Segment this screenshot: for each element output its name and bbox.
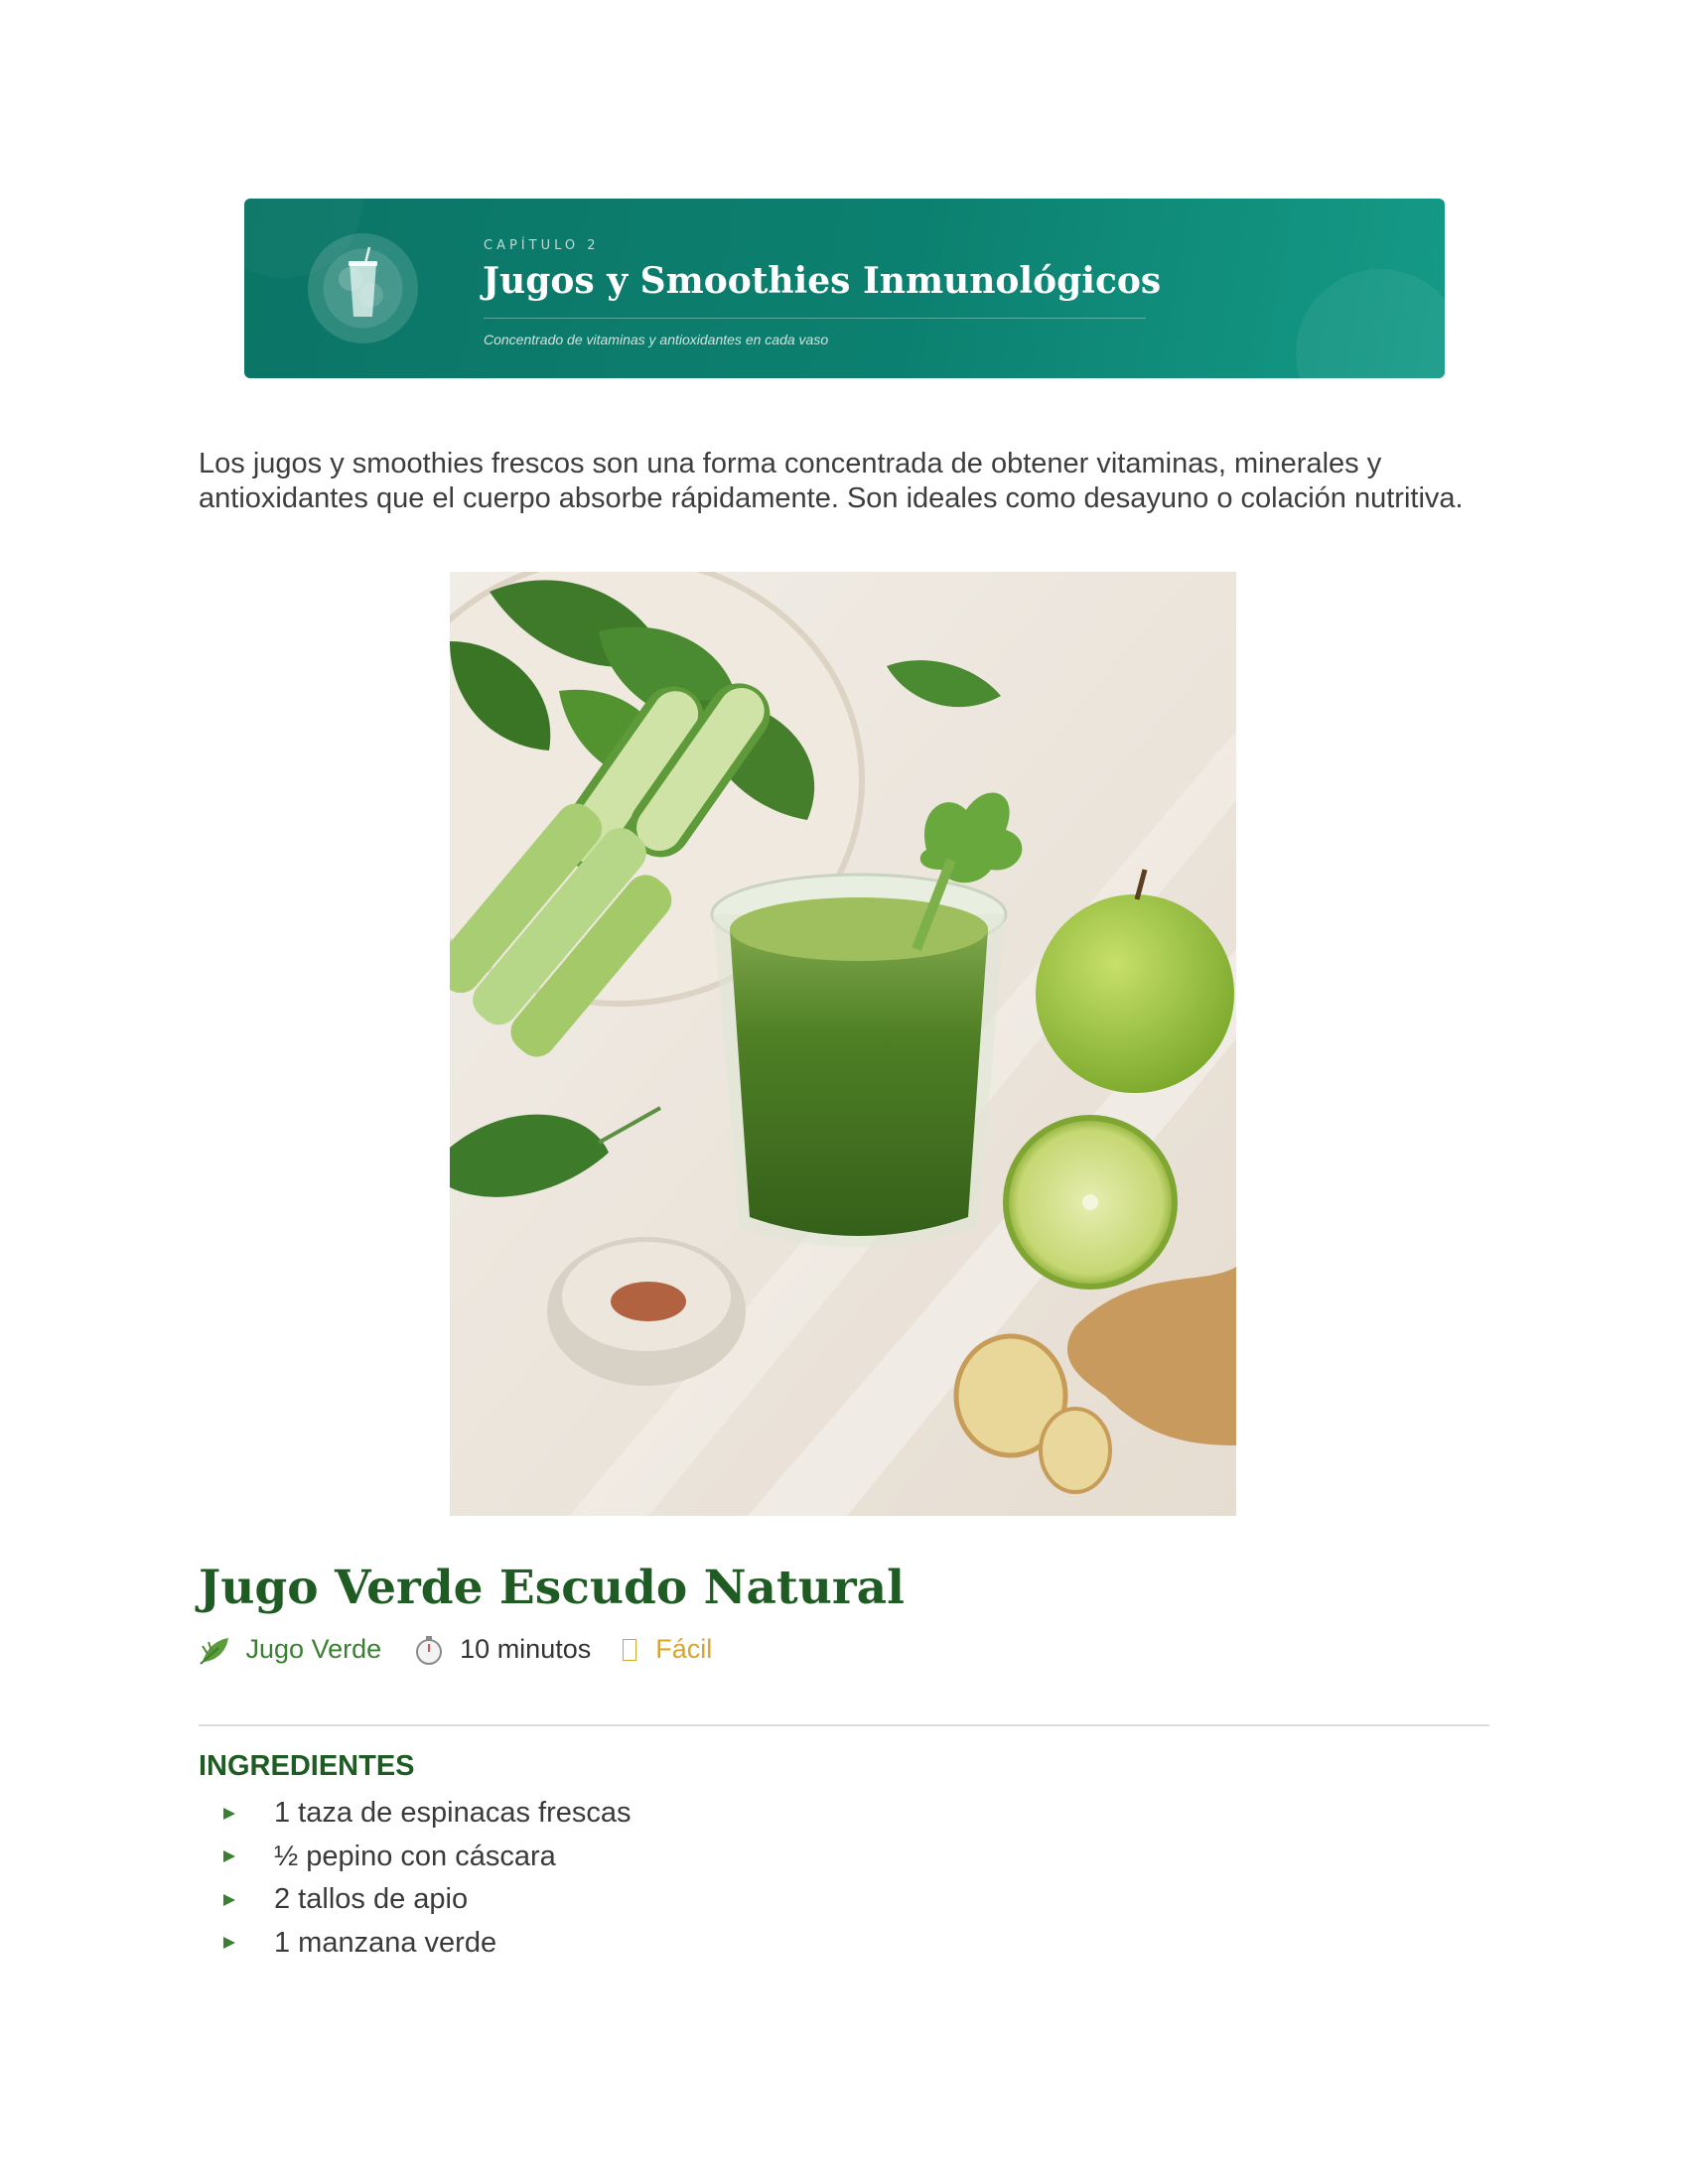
banner-decor-circle <box>1296 269 1445 378</box>
ingredient-text: 1 manzana verde <box>274 1926 497 1959</box>
leaf-icon <box>199 1634 232 1666</box>
ingredient-item <box>199 1922 631 1966</box>
chapter-subtitle: Concentrado de vitaminas y antioxidantes en cada vaso <box>484 332 829 347</box>
triangle-bullet-icon <box>222 1807 236 1821</box>
smoothie-cup-icon <box>308 233 418 343</box>
triangle-bullet-icon <box>222 1893 236 1907</box>
section-divider <box>199 1724 1489 1726</box>
chapter-banner <box>244 199 1445 378</box>
ingredient-item <box>199 1878 631 1922</box>
missing-glyph-icon <box>623 1639 636 1661</box>
intro-paragraph: Los jugos y smoothies frescos son una forma concentrada de obtener vitaminas, minerales y antioxidantes que el cuerpo absorbe rápidamente. Son ideales como desayuno o colación nutritiva. <box>199 448 1464 514</box>
recipe-category: Jugo Verde <box>245 1634 382 1665</box>
ingredient-text: 2 tallos de apio <box>274 1883 469 1916</box>
triangle-bullet-icon <box>222 1936 236 1950</box>
ingredient-text: ½ pepino con cáscara <box>274 1840 556 1872</box>
chapter-kicker: CAPÍTULO 2 <box>484 238 600 253</box>
ingredient-item <box>199 1792 631 1836</box>
stopwatch-icon <box>413 1634 445 1666</box>
ingredients-heading: INGREDIENTES <box>199 1750 415 1782</box>
recipe-time: 10 minutos <box>460 1634 592 1665</box>
recipe-difficulty: Fácil <box>655 1634 713 1665</box>
recipe-meta <box>199 1633 712 1666</box>
ingredients-list <box>199 1792 631 1965</box>
ingredient-text: 1 taza de espinacas frescas <box>274 1797 632 1830</box>
recipe-title: Jugo Verde Escudo Natural <box>199 1561 905 1615</box>
ingredient-item <box>199 1836 631 1879</box>
banner-divider <box>484 318 1146 319</box>
triangle-bullet-icon <box>222 1849 236 1863</box>
recipe-photo <box>450 572 1236 1516</box>
chapter-title: Jugos y Smoothies Inmunológicos <box>483 260 1162 302</box>
